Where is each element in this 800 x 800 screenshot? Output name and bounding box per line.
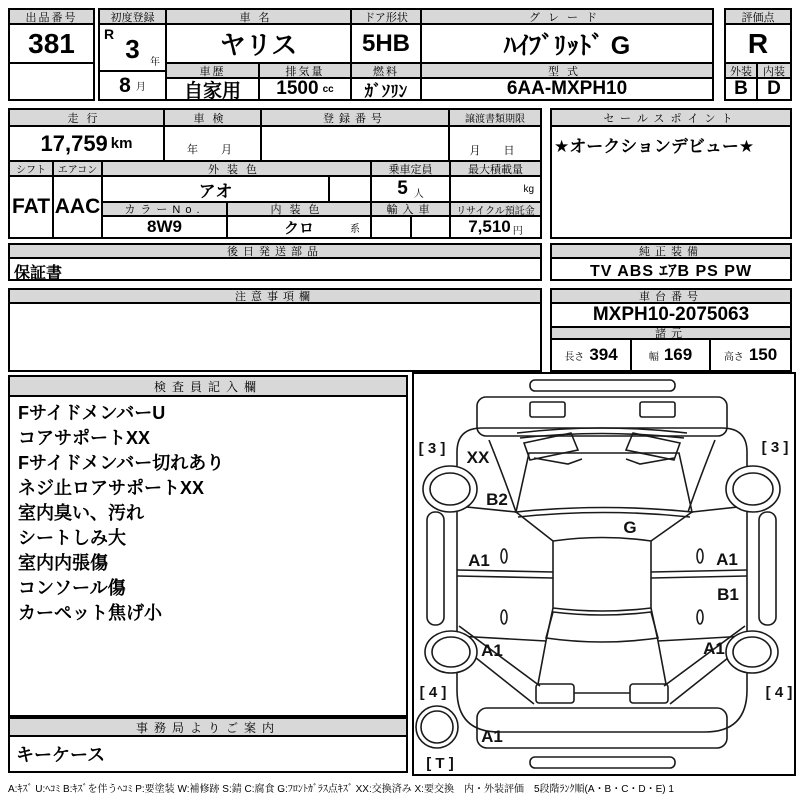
damage-code-legend: A:ｷｽﾞ U:ﾍｺﾐ B:ｷｽﾞを伴うﾍｺﾐ P:要塗装 W:補修跡 S:錆 C:腐食 G:ﾌﾛﾝﾄｶﾞﾗｽ点ｷｽﾞ XX:交換済み X:要交換 内・外装評価 5段階ﾗﾝｸ順(A・B・C・D・E) 1 [8,784,674,795]
front-bumper [477,397,727,436]
equipment-header: 純正装備 [552,245,790,259]
recycle-deposit-value [451,217,540,237]
caution-body [10,304,540,370]
car-history-value: 自家用 [167,79,260,99]
inspection-header: 車検 [165,110,262,127]
mileage-value [10,127,165,162]
chassis-block [550,288,792,372]
aircon-value: AAC [54,177,103,237]
inspector-note-line: シートしみ大 [18,528,126,548]
reg-month-value: 8 [119,73,131,97]
score-block [724,8,792,101]
recycle-number: 7,510 [468,217,511,236]
mileage-number: 17,759 [40,130,108,156]
grade-value: ﾊｲﾌﾞﾘｯﾄﾞ G [422,25,712,64]
sales-point-block [550,108,792,239]
diagram-label-rear-left-tire: [ 4 ] [419,684,447,701]
aircon-header: エアコン [54,162,103,177]
cowl-arc [518,513,690,518]
front-bumper-right-lamp [640,402,675,417]
tailgate-sides [538,641,666,684]
windshield-shape [516,453,692,512]
roof-shape [553,538,651,612]
chassis-header: 車台番号 [552,290,790,304]
spec-height-cell [711,340,790,370]
office-notice-value: キーケース [16,745,106,765]
left-rocker-panel [427,512,444,625]
diagram-label-left-front-fender: XX [466,448,490,467]
reg-year-value: 3 [125,34,140,64]
sales-point-value: ★オークションデビュー★ [554,137,755,156]
inspector-note-line: コアサポートXX [18,428,151,448]
spec-length-value: 394 [589,345,618,364]
diagram-label-right-front-door: A1 [716,550,738,569]
caution-header: 注意事項欄 [10,290,540,304]
registration-block [8,108,542,239]
diagram-label-right-rear-quarter: A1 [703,639,725,658]
inspector-notes-header: 検査員記入欄 [10,377,406,397]
rear-window-shape [546,612,658,642]
exterior-score-value: B [726,79,758,99]
diagram-label-front-right-tire: [ 3 ] [761,439,789,456]
vehicle-info-block [98,8,714,101]
right-door-divider [651,570,747,578]
equipment-value: TV ABS ｴｱB PS PW [589,262,753,279]
interior-color-suffix: 系 [350,224,360,235]
color-no-value: 8W9 [103,217,228,237]
import-car-value [372,217,451,237]
door-shape-value: 5HB [352,25,422,64]
displacement-unit: cc [322,83,334,95]
car-diagram-block [412,372,796,776]
inspector-note-line: FサイドメンバーU [18,403,166,423]
score-value: R [726,25,790,64]
right-wiper [626,458,674,464]
mileage-unit: km [110,135,133,152]
front-top-bar [530,380,675,391]
registration-number-value [262,127,450,162]
right-tail-light [630,684,668,703]
left-c-pillar [546,608,553,641]
right-front-door-handle [697,549,703,563]
office-notice-block [8,717,408,773]
front-bumper-left-lamp [530,402,565,417]
first-registration-year [100,25,167,72]
left-tail-light [536,684,574,703]
interior-color-name: クロ [283,219,314,237]
car-body-outline [457,428,747,732]
capacity-unit: 人 [413,188,424,200]
month-suffix: 月 [135,82,146,93]
exterior-color-extra-cell [330,177,372,203]
capacity-value [372,177,451,203]
diagram-label-rear-right-tire: [ 4 ] [765,684,793,701]
lot-block [8,8,95,101]
spec-length-label: 長さ [564,351,585,363]
diagram-label-left-front-door: A1 [468,551,490,570]
inspector-note-line: Fサイドメンバー切れあり [18,453,225,473]
diagram-label-rear-bumper: A1 [481,727,503,746]
shift-value: FAT [10,177,54,237]
right-c-pillar [651,608,658,641]
spec-width-label: 幅 [648,351,659,363]
inspector-notes-body [10,397,406,630]
model-code-value: 6AA-MXPH10 [506,79,628,99]
interior-score-header: 内装 [758,64,790,79]
registration-number-header: 登録番号 [262,110,450,127]
office-notice-header: 事務局よりご案内 [10,719,406,737]
lot-number-value: 381 [10,25,93,64]
inspector-note-line: コンソール傷 [18,578,126,598]
model-code-header: 型式 [422,64,712,79]
rear-bumper-shape [477,708,727,748]
interior-color-header: 内装色 [228,203,372,217]
inspection-value: 年 月 [165,127,262,162]
car-name-header: 車名 [167,10,352,25]
left-door-divider [457,570,553,578]
first-registration-header: 初度登録 [100,10,167,25]
color-no-header: カラーNo. [103,203,228,217]
displacement-header: 排気量 [260,64,352,79]
inspector-note-line: カーペット焦げ小 [18,603,162,623]
recycle-deposit-header: リサイクル預託金 [451,203,540,217]
recycle-unit: 円 [512,225,523,237]
transfer-deadline-value: 月 日 [450,127,540,162]
later-parts-header: 後日発送部品 [10,245,540,259]
equipment-block [550,243,792,281]
car-name-value: ヤリス [167,25,352,64]
diagram-label-left-front-panel: B2 [486,490,508,509]
car-history-header: 車歴 [167,64,260,79]
spec-height-value: 150 [748,345,778,364]
shift-header: シフト [10,162,54,177]
spec-length-cell [552,340,632,370]
max-load-value: kg [451,177,540,203]
rear-bottom-bar [530,757,675,768]
spare-tire [416,706,458,748]
capacity-header: 乗車定員 [372,162,451,177]
exterior-color-header: 外装色 [103,162,372,177]
import-car-header: 輸入車 [372,203,451,217]
transfer-deadline-header: 譲渡書類期限 [450,110,540,127]
a-pillars [516,512,692,541]
displacement-value [260,79,352,99]
diagram-label-left-rear-quarter: A1 [481,641,503,660]
diagram-label-right-rear-door: B1 [717,585,739,604]
right-rear-door-handle [697,610,703,624]
later-parts-value: 保証書 [14,265,63,282]
door-shape-header: ドア形状 [352,10,422,25]
sales-point-header: セールスポイント [552,110,790,127]
fuel-header: 燃料 [352,64,422,79]
import-car-divider [410,217,412,237]
right-rocker-panel [759,512,776,625]
spec-width-cell [632,340,711,370]
inspector-note-line: ネジ止ロアサポートXX [18,478,205,498]
fuel-value: ｶﾞｿﾘﾝ [352,79,422,99]
grade-header: グレード [422,10,712,25]
interior-color-value [228,217,372,237]
inspector-notes-block [8,375,408,717]
score-header: 評価点 [726,10,790,25]
first-registration-month [100,72,167,99]
inspector-note-line: 室内臭い、汚れ [18,503,144,523]
left-front-door-handle [501,549,507,563]
left-rear-door-handle [501,610,507,624]
specs-header: 諸元 [552,328,790,340]
lot-number-header: 出品番号 [10,10,93,25]
diagram-label-spare-tire: [ T ] [426,755,454,772]
lot-empty-cell [10,64,93,99]
year-suffix: 年 [150,57,160,68]
left-wiper [534,458,582,464]
displacement-number: 1500 [276,79,319,99]
caution-block [8,288,542,372]
exterior-score-header: 外装 [726,64,758,79]
spec-width-value: 169 [663,345,693,364]
spec-height-label: 高さ [723,351,744,363]
capacity-number: 5 [397,178,408,199]
right-fender-line [688,440,715,512]
inspector-note-line: 室内内張傷 [18,553,108,573]
chassis-value: MXPH10-2075063 [552,304,790,328]
exterior-color-value: アオ [103,177,330,203]
car-diagram [414,374,794,774]
era-letter: R [104,26,115,42]
later-parts-block [8,243,542,281]
max-load-header: 最大積載量 [451,162,540,177]
diagram-label-front-left-tire: [ 3 ] [418,440,446,457]
interior-score-value: D [767,79,781,99]
diagram-label-windshield: G [623,518,637,537]
mileage-header: 走行 [10,110,165,127]
